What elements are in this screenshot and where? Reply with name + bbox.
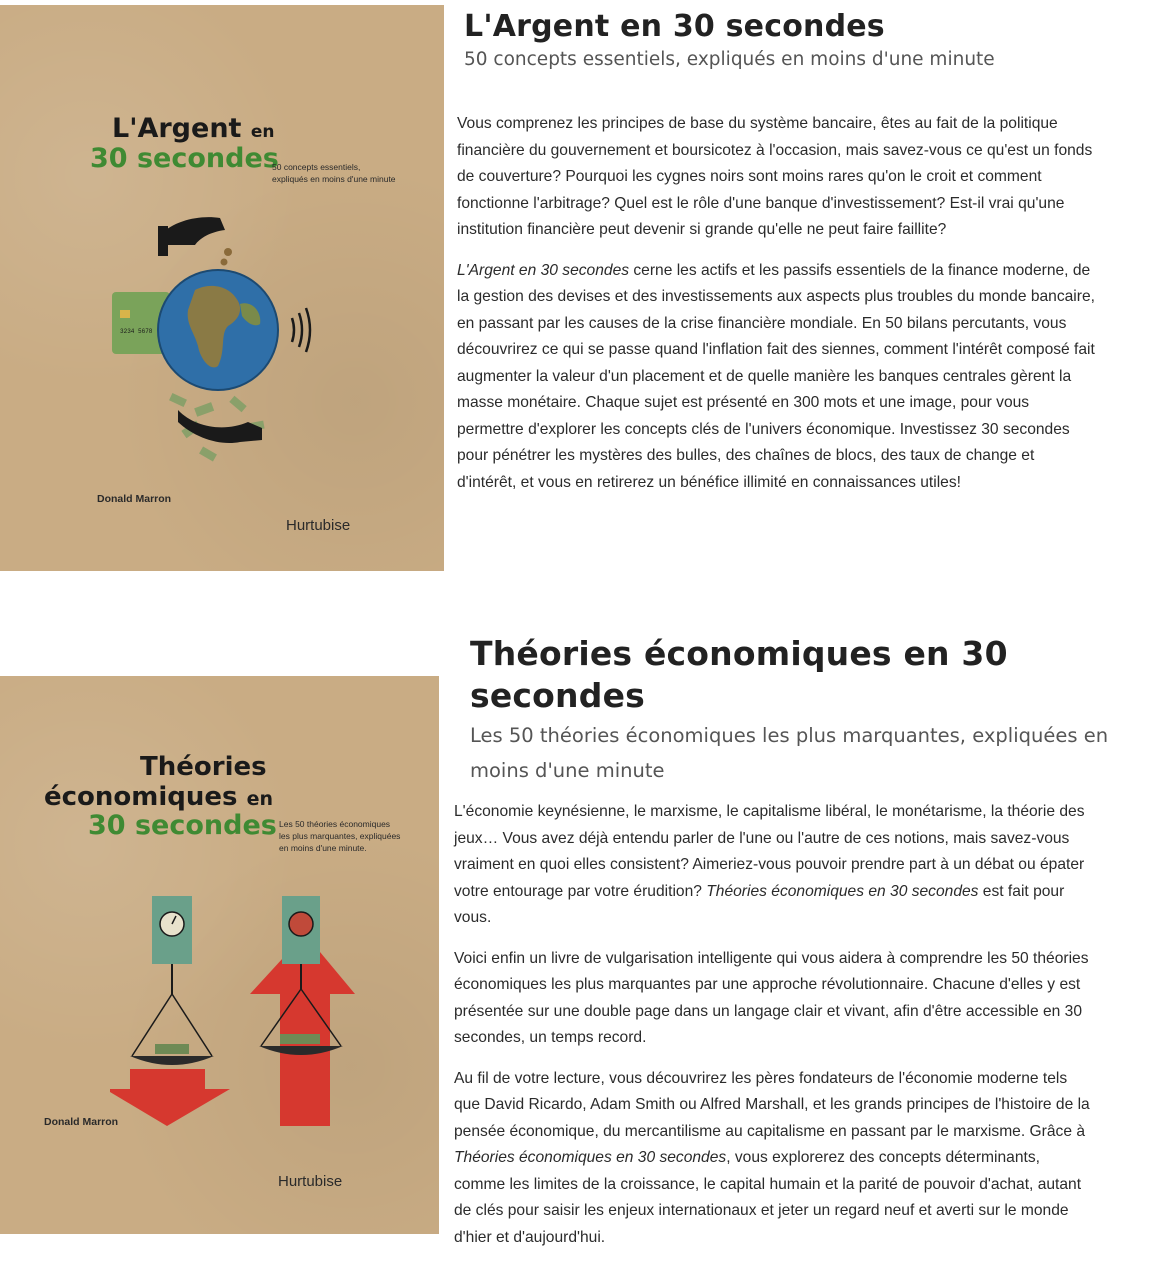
globe-icon xyxy=(158,270,278,390)
cover-title-green: 30 secondes xyxy=(90,143,279,174)
hand-icon xyxy=(158,217,232,265)
book-description xyxy=(454,799,1094,1265)
book-cover-argent[interactable] xyxy=(0,5,444,571)
book-subtitle: Les 50 théories économiques les plus marquantes, expliquées en moins d'une minute xyxy=(470,724,1109,782)
description-paragraph: Au fil de votre lecture, vous découvrirez les pères fondateurs de l'économie moderne tels que David Ricardo, Adam Smith ou Alfred Marshall, et les grands principes de l'histoire de la pensée économique, du mercantilisme au capitalisme en passant par le marxisme. Grâce à Théories économiques en 30 secondes, vous explorerez des concepts déterminants, comme les limites de la croissance, le capital humain et la parité de pouvoir d'achat, autant de clés pour saisir les enjeux internationaux et jeter un regard neuf et averti sur le monde d'hier et d'aujourd'hui. xyxy=(454,1069,1090,1246)
book-description xyxy=(457,111,1097,510)
cover-publisher-logo: Hurtubise xyxy=(286,517,351,534)
description-paragraph: L'économie keynésienne, le marxisme, le capitalisme libéral, le monétarisme, la théorie des jeux… Vous avez déjà entendu parler de l'une ou l'autre de ces notions, mais savez-vous vraiment en quoi elles consistent? Aimeriez-vous pouvoir prendre part à un débat ou épater votre entourage par votre érudition? Théories économiques en 30 secondes est fait pour vous. xyxy=(454,803,1085,926)
arrow-down-icon xyxy=(110,1069,230,1126)
cover-publisher-logo: Hurtubise xyxy=(278,1173,343,1190)
cover-author: Donald Marron xyxy=(97,493,172,505)
cover-subtitle: Les 50 théories économiques les plus marquantes, expliquées en moins d'une minute. xyxy=(279,819,401,853)
cover-title: L'Argent en xyxy=(112,113,275,144)
book-title: Théories économiques en 30 secondes xyxy=(470,634,1008,715)
book-title: L'Argent en 30 secondes xyxy=(464,9,885,44)
scales-arrows-illustration xyxy=(110,894,370,1134)
cover-author: Donald Marron xyxy=(44,1116,119,1128)
cover-subtitle: 50 concepts essentiels, expliqués en moins d'une minute xyxy=(272,162,396,184)
description-paragraph: Voici enfin un livre de vulgarisation intelligente qui vous aidera à comprendre les 50 théories économiques les plus marquantes par une approche révolutionnaire. Chacune d'elles y est présentée sur une double page dans un langage clair et vivant, afin d'être accessible en 30 secondes, un temps record. xyxy=(454,949,1089,1046)
scale-icon xyxy=(130,896,214,1065)
book-subtitle: 50 concepts essentiels, expliqués en moins d'une minute xyxy=(464,49,995,70)
cover-title: économiques en xyxy=(44,782,273,812)
book-cover-theories[interactable] xyxy=(0,676,439,1234)
description-paragraph: Vous comprenez les principes de base du système bancaire, êtes au fait de la politique financière du gouvernement et boursicotez à l'occasion, mais savez-vous ce qu'est un fonds de couverture? Pourquoi les cygnes noirs sont moins rares qu'on le croit et comment fonctionne l'arbitrage? Quel est le rôle d'une banque d'investissement? Est-il vrai qu'une institution financière peut devenir si grande qu'elle ne peut faire faillite? xyxy=(457,115,1093,238)
svg-text:3234 5678: 3234 5678 xyxy=(120,328,153,335)
contactless-icon xyxy=(292,308,310,352)
cover-title-green: 30 secondes xyxy=(88,810,277,841)
description-paragraph: L'Argent en 30 secondes cerne les actifs et les passifs essentiels de la finance moderne, de la gestion des devises et des investissements aux aspects plus troubles du monde bancaire, en passant par les causes de la crise financière mondiale. En 50 bilans percutants, vous découvrirez ce qui se passe quand l'inflation fait des siennes, comment l'intérêt composé fait augmenter la valeur d'un placement et de quelle manière les banques centrales gèrent la masse monétaire. Chaque sujet est présenté en 300 mots et une image, pour vous permettre d'explorer les concepts clés de l'univers économique. Investissez 30 secondes pour pénétrer les mystères des bulles, des chaînes de blocs, des taux de change et d'intérêt, et vous en retirerez un bénéfice illimité en connaissances utiles! xyxy=(457,261,1095,491)
cover-title: Théories xyxy=(140,752,267,782)
money-globe-illustration xyxy=(100,200,340,470)
hand-icon xyxy=(178,410,262,443)
